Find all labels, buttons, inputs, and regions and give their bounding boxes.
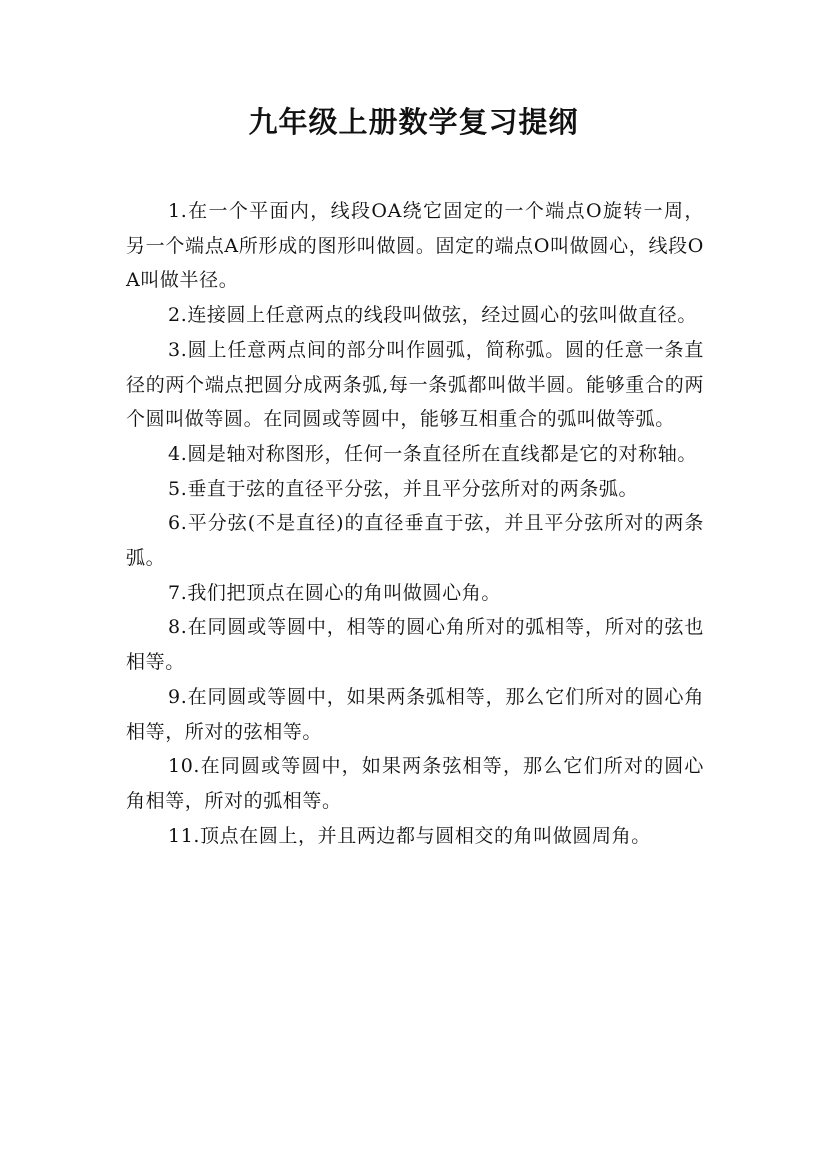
document-body bbox=[126, 194, 704, 853]
document-title: 九年级上册数学复习提纲 bbox=[248, 105, 579, 139]
paragraph-1: 1.在一个平面内，线段OA绕它固定的一个端点O旋转一周，另一个端点A所形成的图形叫做圆。固定的端点O叫做圆心，线段OA叫做半径。 bbox=[126, 200, 704, 292]
paragraph-9: 9.在同圆或等圆中，如果两条弧相等，那么它们所对的圆心角相等，所对的弦相等。 bbox=[126, 685, 704, 743]
paragraph-7: 7.我们把顶点在圆心的角叫做圆心角。 bbox=[168, 581, 501, 604]
paragraph-11: 11.顶点在圆上，并且两边都与圆相交的角叫做圆周角。 bbox=[168, 824, 651, 847]
paragraph-6: 6.平分弦(不是直径)的直径垂直于弦，并且平分弦所对的两条弧。 bbox=[126, 512, 704, 570]
paragraph-5: 5.垂直于弦的直径平分弦，并且平分弦所对的两条弧。 bbox=[168, 477, 639, 500]
paragraph-3: 3.圆上任意两点间的部分叫作圆弧，简称弧。圆的任意一条直径的两个端点把圆分成两条弧,每一条弧都叫做半圆。能够重合的两个圆叫做等圆。在同圆或等圆中，能够互相重合的弧叫做等弧。 bbox=[126, 338, 704, 431]
paragraph-2: 2.连接圆上任意两点的线段叫做弦，经过圆心的弦叫做直径。 bbox=[168, 304, 697, 327]
paragraph-8: 8.在同圆或等圆中，相等的圆心角所对的弧相等，所对的弦也相等。 bbox=[126, 616, 704, 674]
paragraph-10: 10.在同圆或等圆中，如果两条弦相等，那么它们所对的圆心角相等，所对的弧相等。 bbox=[126, 755, 704, 812]
paragraph-4: 4.圆是轴对称图形，任何一条直径所在直线都是它的对称轴。 bbox=[168, 442, 697, 465]
